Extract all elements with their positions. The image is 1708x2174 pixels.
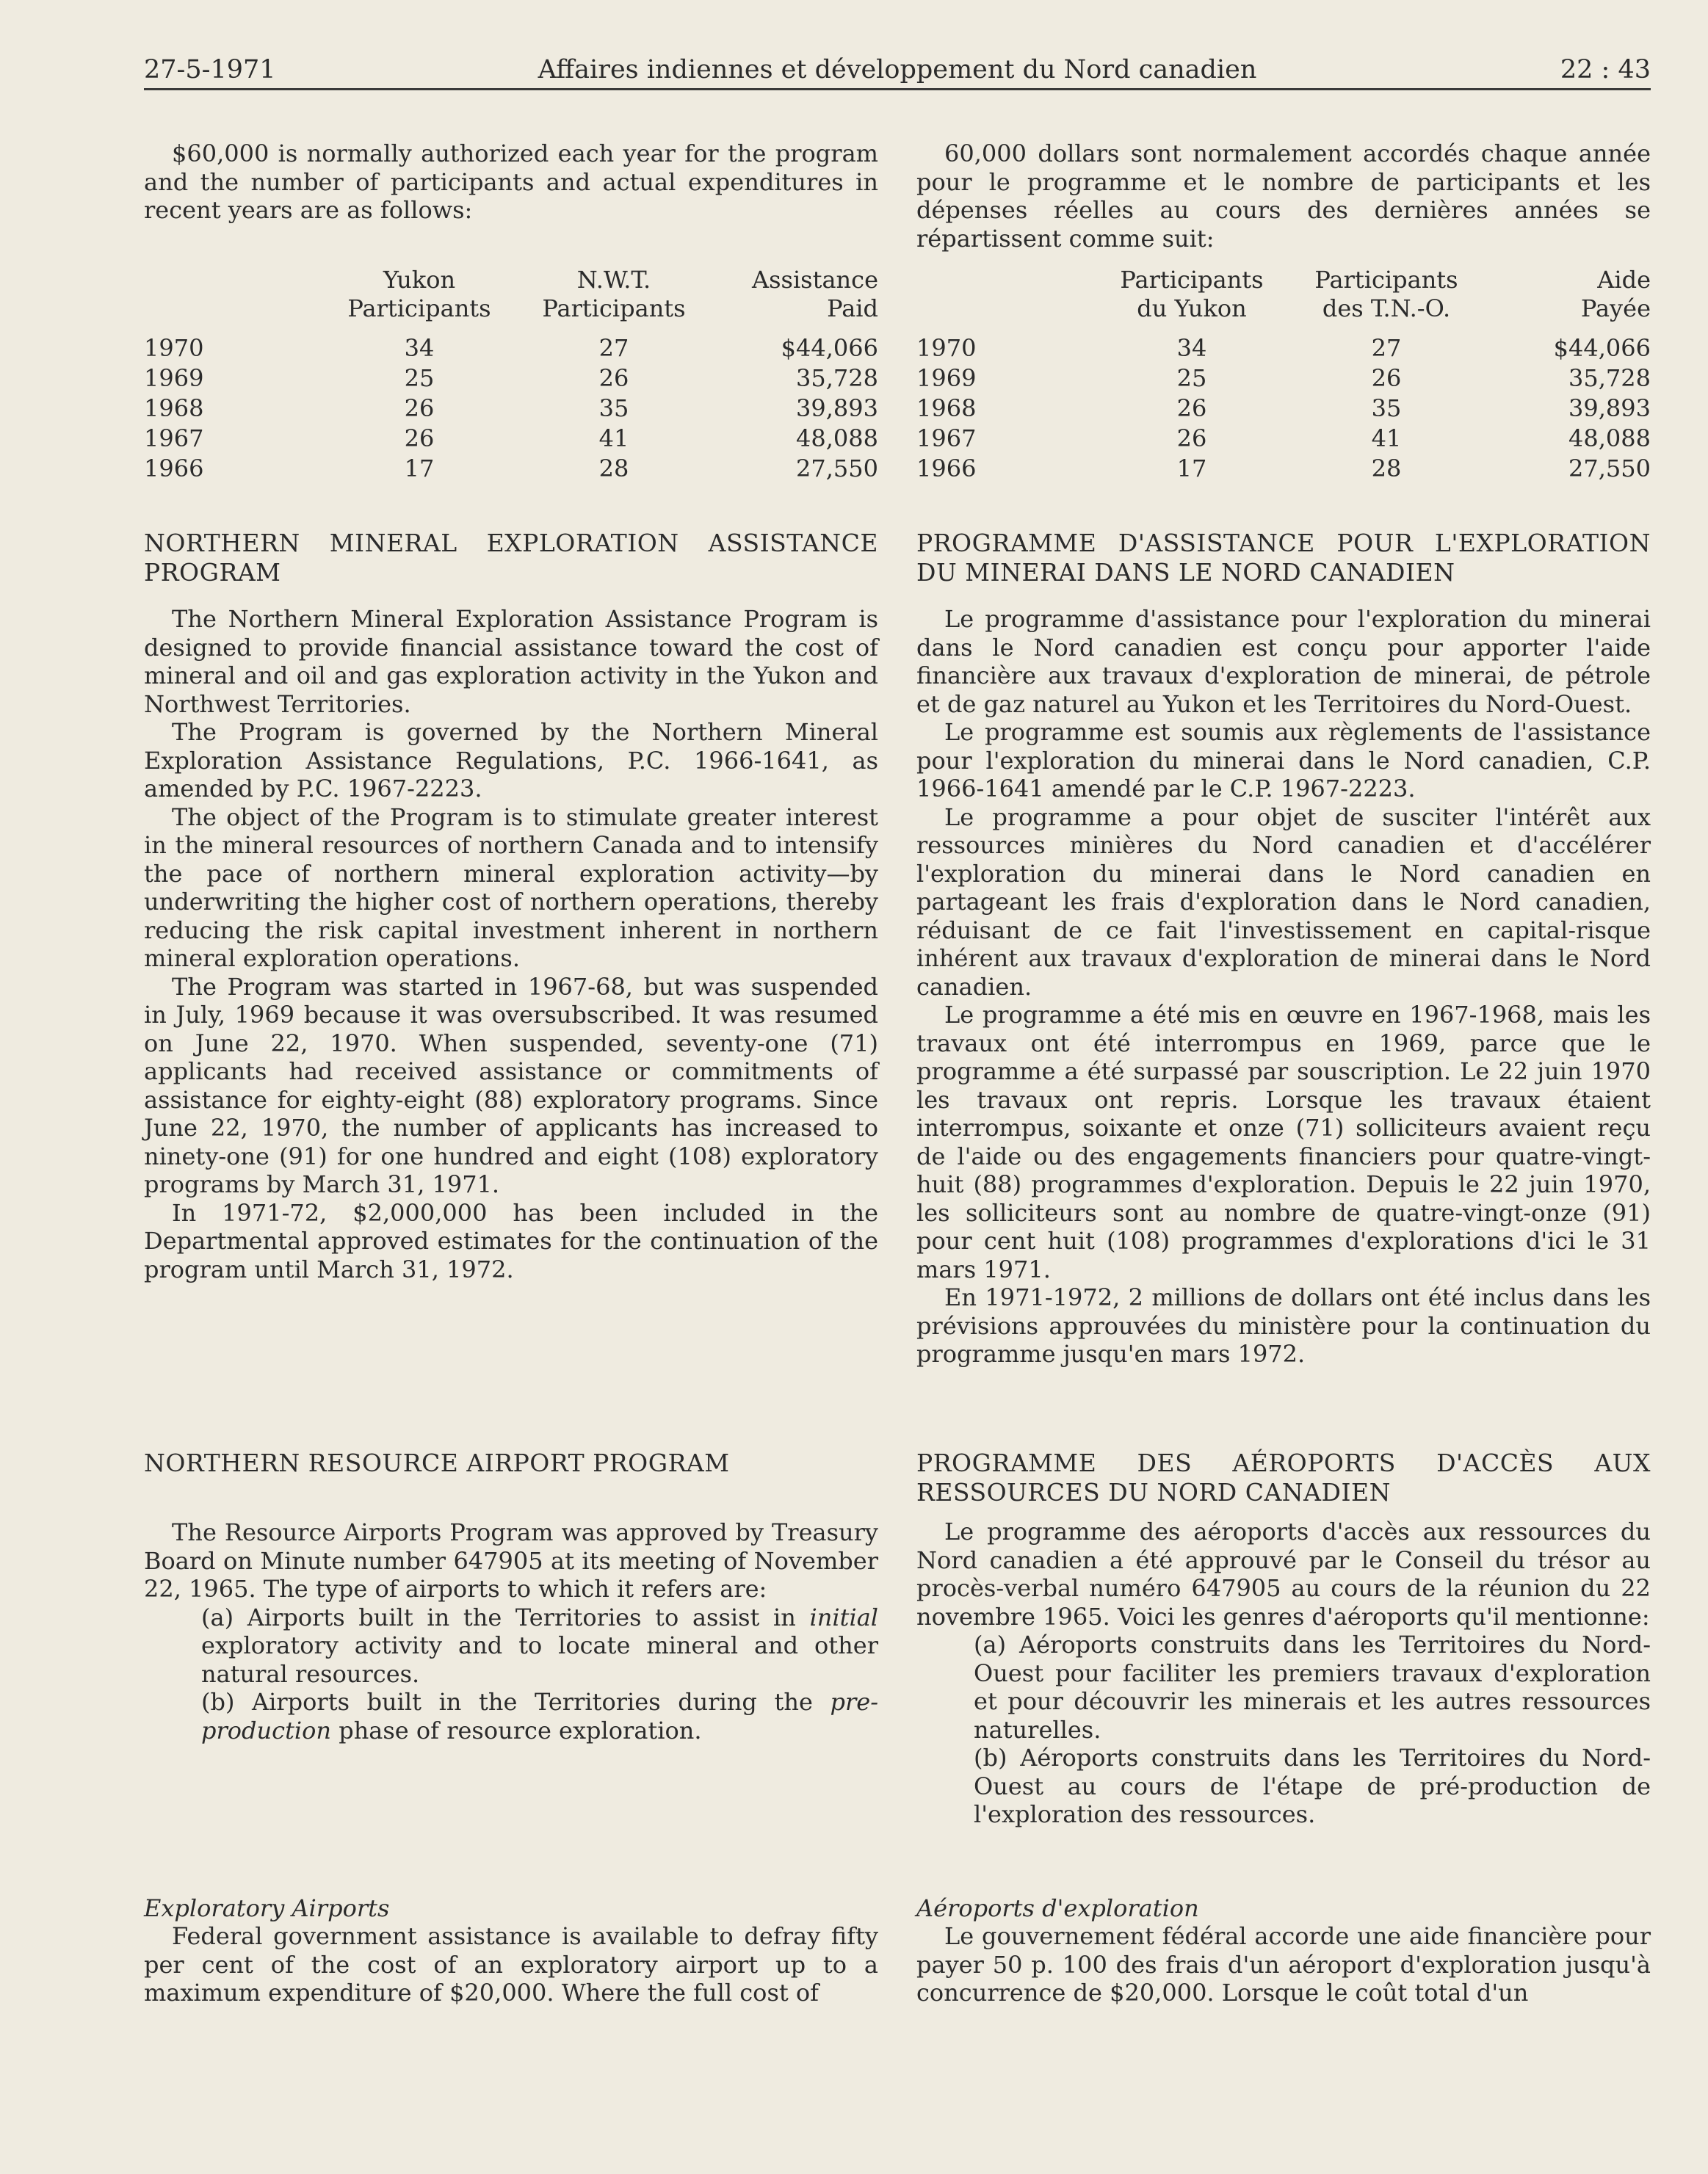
- en-paragraph: The Northern Mineral Exploration Assistance Program is designed to provide financial assistance toward the cost of mineral and oil and gas exploration activity in the Yukon and Northwest Territories.: [144, 605, 878, 718]
- en-paragraph: The Program is governed by the Northern Mineral Exploration Assistance Regulations, P.C. 1966-1641, as amended by P.C. 1967-2223.: [144, 718, 878, 802]
- header-date: 27-5-1971: [144, 55, 276, 84]
- table-row: 1967 26 41 48,088: [144, 424, 878, 452]
- table-header-cell: Yukon Participants: [347, 266, 491, 322]
- fr-exploratory-airports: [916, 1894, 1651, 2007]
- fr-section-title-resource-airport: PROGRAMME DES AÉROPORTS D'ACCÈS AUX RESSOURCES DU NORD CANADIEN: [916, 1449, 1651, 1507]
- table-header-cell: Participants des T.N.-O.: [1314, 266, 1458, 322]
- en-intro-block: [144, 140, 878, 225]
- table-header-cell: N.W.T. Participants: [542, 266, 686, 322]
- en-airport-body: [144, 1518, 878, 1744]
- fr-section-resource-airport: [916, 1449, 1651, 1829]
- table-row: 1968 26 35 39,893: [144, 394, 878, 422]
- fr-subhead-exploratory-airports: Aéroports d'exploration: [916, 1894, 1199, 1922]
- table-row: 1970 34 27 $44,066: [916, 334, 1651, 362]
- en-section-title-resource-airport: NORTHERN RESOURCE AIRPORT PROGRAM: [144, 1449, 730, 1477]
- en-stats-table-block: [144, 266, 878, 484]
- en-list-item-a: (a) Airports built in the Territories to assist in initial exploratory activity and to locate mineral and other natural resources.: [201, 1603, 878, 1688]
- en-intro-paragraph: $60,000 is normally authorized each year for the program and the number of participants and actual expenditures in recent years are as follows:: [144, 140, 878, 224]
- table-header-row: [916, 266, 1651, 333]
- en-paragraph: Federal government assistance is available to defray fifty per cent of the cost of an exploratory airport up to a maximum expenditure of $20,000. Where the full cost of: [144, 1922, 878, 2007]
- table-header-cell: [144, 266, 328, 333]
- en-stats-table: [144, 266, 878, 484]
- table-row: 1969 25 26 35,728: [916, 364, 1651, 392]
- fr-section-title-mineral-exploration: PROGRAMME D'ASSISTANCE POUR L'EXPLORATION DU MINERAI DANS LE NORD CANADIEN: [916, 529, 1651, 587]
- table-header-cell: [916, 266, 1100, 333]
- fr-paragraph: Le programme des aéroports d'accès aux ressources du Nord canadien a été approuvé par le Conseil du trésor au procès-verbal numéro 647905 au cours de la réunion du 22 novembre 1965. Voici les genres d'aéroports qu'il mentionne:: [916, 1518, 1651, 1631]
- table-header-cell: Assistance Paid: [751, 266, 878, 322]
- table-header-cell: Aide Payée: [1580, 266, 1651, 322]
- en-list-item-b: (b) Airports built in the Territories during the pre-production phase of resource exploration.: [201, 1688, 878, 1744]
- fr-stats-table-block: [916, 266, 1651, 484]
- fr-list-item-b: (b) Aéroports construits dans les Territoires du Nord-Ouest au cours de l'étape de pré-production de l'exploration des ressources.: [974, 1744, 1651, 1828]
- fr-list-item-a: (a) Aéroports construits dans les Territoires du Nord-Ouest pour faciliter les premiers travaux d'exploration et pour découvrir les minerais et les autres ressources naturelles.: [974, 1631, 1651, 1744]
- header-title: Affaires indiennes et développement du Nord canadien: [538, 55, 1257, 84]
- table-header-cell: Participants du Yukon: [1120, 266, 1264, 322]
- table-row: 1970 34 27 $44,066: [144, 334, 878, 362]
- fr-paragraph: Le gouvernement fédéral accorde une aide financière pour payer 50 p. 100 des frais d'un aéroport d'exploration jusqu'à concurrence de $20,000. Lorsque le coût total d'un: [916, 1922, 1651, 2007]
- en-paragraph: The Program was started in 1967-68, but was suspended in July, 1969 because it was oversubscribed. It was resumed on June 22, 1970. When suspended, seventy-one (71) applicants had received assistance or commitments of assistance for eighty-eight (88) exploratory programs. Since June 22, 1970, the number of applicants has increased to ninety-one (91) for one hundred and eight (108) exploratory programs by March 31, 1971.: [144, 972, 878, 1198]
- table-row: 1969 25 26 35,728: [144, 364, 878, 392]
- fr-paragraph: En 1971-1972, 2 millions de dollars ont été inclus dans les prévisions approuvées du ministère pour la continuation du programme jusqu'en mars 1972.: [916, 1283, 1651, 1368]
- table-row: 1966 17 28 27,550: [916, 454, 1651, 482]
- fr-paragraph: Le programme est soumis aux règlements de l'assistance pour l'exploration du minerai dans le Nord canadien, C.P. 1966-1641 amendé par le C.P. 1967-2223.: [916, 718, 1651, 802]
- fr-stats-table: [916, 266, 1651, 484]
- fr-section-mineral-exploration: [916, 529, 1651, 1369]
- en-section-resource-airport: [144, 1449, 878, 1478]
- en-section-mineral-exploration: [144, 529, 878, 1283]
- en-subhead-exploratory-airports: Exploratory Airports: [144, 1894, 390, 1922]
- header-page-number: 22 : 43: [1560, 55, 1651, 84]
- fr-intro-block: [916, 140, 1651, 253]
- fr-paragraph: Le programme a été mis en œuvre en 1967-1968, mais les travaux ont été interrompus en 1969, parce que le programme a été surpassé par souscription. Le 22 juin 1970 les travaux ont repris. Lorsque les travaux étaient interrompus, soixante et onze (71) solliciteurs avaient reçu de l'aide ou des engagements financiers pour quatre-vingt-huit (88) programmes d'exploration. Depuis le 22 juin 1970, les solliciteurs sont au nombre de quatre-vingt-onze (91) pour cent huit (108) programmes d'explorations d'ici le 31 mars 1971.: [916, 1001, 1651, 1283]
- en-exploratory-airports: [144, 1894, 878, 2007]
- fr-intro-paragraph: 60,000 dollars sont normalement accordés chaque année pour le programme et le nombre de participants et les dépenses réelles au cours des dernières années se répartissent comme suit:: [916, 140, 1651, 253]
- en-paragraph: The object of the Program is to stimulate greater interest in the mineral resources of northern Canada and to intensify the pace of northern mineral exploration activity—by underwriting the higher cost of northern operations, thereby reducing the risk capital investment inherent in northern mineral exploration operations.: [144, 802, 878, 972]
- fr-paragraph: Le programme d'assistance pour l'exploration du minerai dans le Nord canadien est conçu pour apporter l'aide financière aux travaux d'exploration de minerai, de pétrole et de gaz naturel au Yukon et les Territoires du Nord-Ouest.: [916, 605, 1651, 718]
- table-row: 1966 17 28 27,550: [144, 454, 878, 482]
- en-paragraph: In 1971-72, $2,000,000 has been included in the Departmental approved estimates for the continuation of the program until March 31, 1972.: [144, 1198, 878, 1283]
- fr-paragraph: Le programme a pour objet de susciter l'intérêt aux ressources minières du Nord canadien et d'accélérer l'exploration du minerai dans le Nord canadien en partageant les frais d'exploration dans le Nord canadien, réduisant de ce fait l'investissement en capital-risque inhérent aux travaux d'exploration de minerai dans le Nord canadien.: [916, 802, 1651, 1001]
- en-paragraph: The Resource Airports Program was approved by Treasury Board on Minute number 647905 at its meeting of November 22, 1965. The type of airports to which it refers are:: [144, 1518, 878, 1603]
- table-header-row: [144, 266, 878, 333]
- en-section-title-mineral-exploration: NORTHERN MINERAL EXPLORATION ASSISTANCE PROGRAM: [144, 529, 878, 587]
- table-row: 1967 26 41 48,088: [916, 424, 1651, 452]
- table-row: 1968 26 35 39,893: [916, 394, 1651, 422]
- page-header: [144, 51, 1651, 90]
